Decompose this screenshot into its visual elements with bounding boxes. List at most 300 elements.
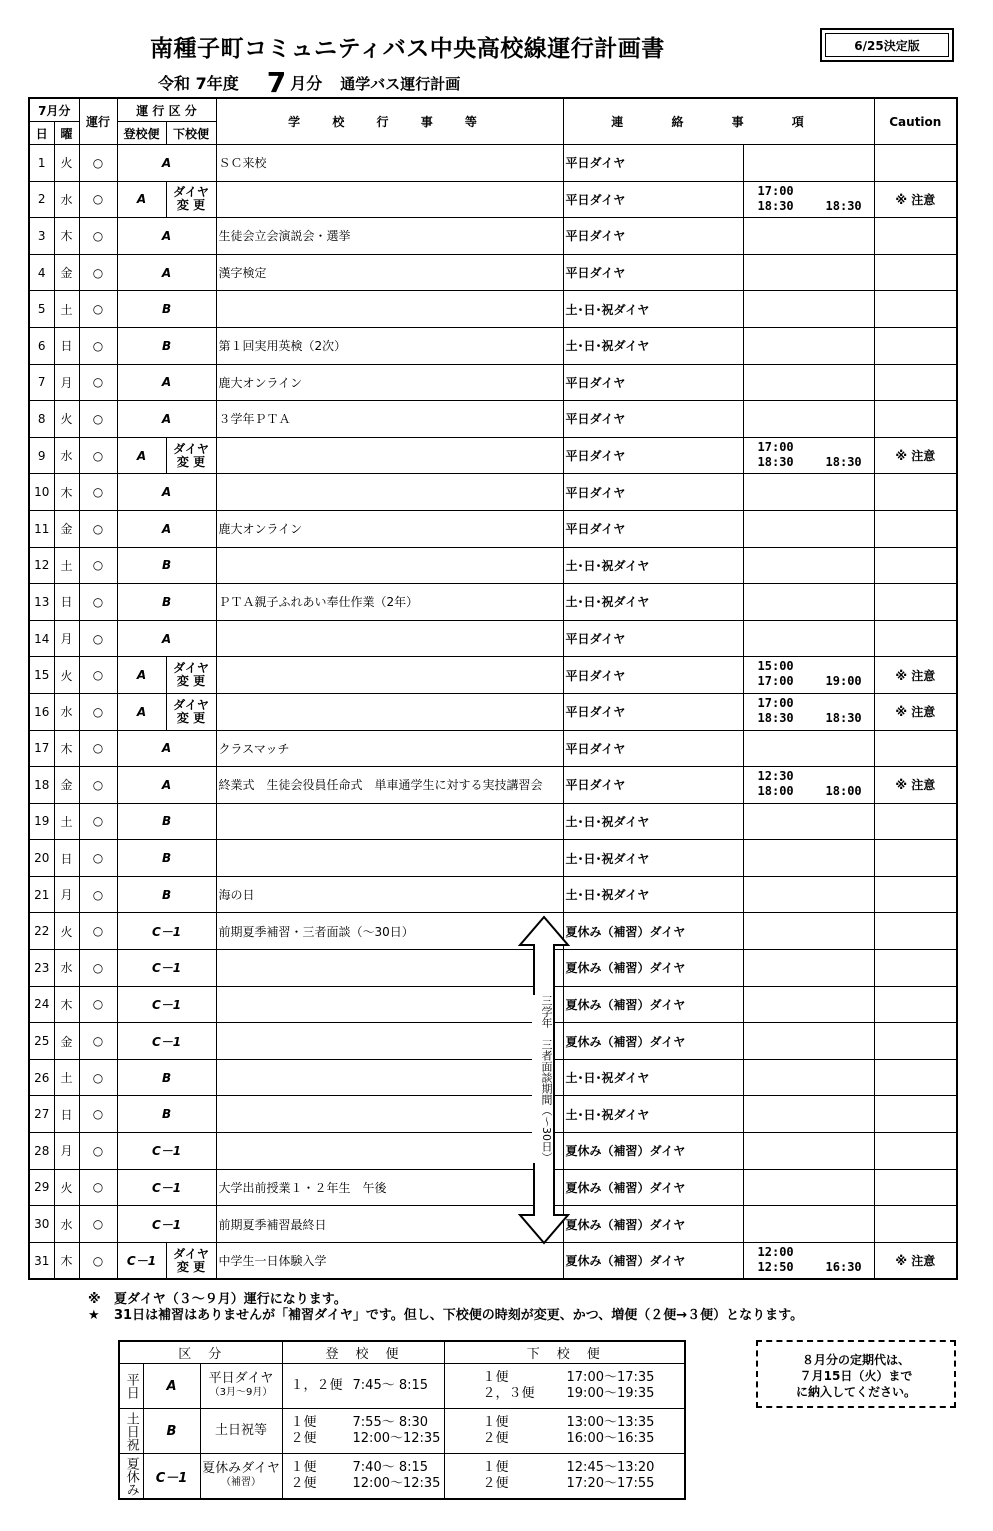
time-change-cell bbox=[743, 547, 874, 584]
weekday-cell: 土 bbox=[54, 803, 79, 840]
event-cell bbox=[216, 986, 563, 1023]
operation-cell: ○ bbox=[79, 181, 117, 218]
caution-cell bbox=[874, 913, 957, 950]
day-cell: 10 bbox=[29, 474, 54, 511]
event-cell bbox=[216, 1096, 563, 1133]
day-cell: 8 bbox=[29, 401, 54, 438]
category-cell: C－1 bbox=[117, 1242, 166, 1279]
category-cell: B bbox=[117, 876, 216, 913]
caution-cell bbox=[874, 876, 957, 913]
plan-label: 通学バス運行計画 bbox=[340, 75, 461, 93]
operation-cell: ○ bbox=[79, 803, 117, 840]
category-cell: A bbox=[117, 437, 166, 474]
diagram-cell: 土･日･祝ダイヤ bbox=[563, 1096, 743, 1133]
legend-name: 土日祝等 bbox=[200, 1409, 282, 1454]
note-1: ※ 夏ダイヤ（３～９月）運行になります。 bbox=[88, 1292, 347, 1307]
day-cell: 7 bbox=[29, 364, 54, 401]
caution-cell bbox=[874, 510, 957, 547]
day-cell: 12 bbox=[29, 547, 54, 584]
time-change-cell bbox=[743, 1206, 874, 1243]
operation-cell: ○ bbox=[79, 767, 117, 804]
day-cell: 26 bbox=[29, 1059, 54, 1096]
table-row bbox=[29, 840, 957, 877]
time-change-cell: 17:00 18:30 18:30 bbox=[743, 437, 874, 474]
table-row bbox=[29, 767, 957, 804]
event-cell: 漢字検定 bbox=[216, 254, 563, 291]
event-cell: 終業式 生徒会役員任命式 単車通学生に対する実技講習会 bbox=[216, 767, 563, 804]
table-row bbox=[29, 1242, 957, 1279]
day-cell: 30 bbox=[29, 1206, 54, 1243]
diagram-cell: 夏休み（補習）ダイヤ bbox=[563, 950, 743, 987]
header-weekday: 曜 bbox=[54, 122, 79, 145]
time-change-cell bbox=[743, 364, 874, 401]
time-change-cell bbox=[743, 986, 874, 1023]
month-suffix: 月分 bbox=[290, 74, 323, 93]
legend-row bbox=[119, 1454, 685, 1500]
diagram-change-cell: ダイヤ 変 更 bbox=[166, 657, 216, 694]
operation-cell: ○ bbox=[79, 547, 117, 584]
caution-cell bbox=[874, 803, 957, 840]
table-row bbox=[29, 291, 957, 328]
event-cell bbox=[216, 620, 563, 657]
operation-cell: ○ bbox=[79, 1133, 117, 1170]
caution-cell bbox=[874, 1023, 957, 1060]
caution-cell bbox=[874, 254, 957, 291]
category-cell: B bbox=[117, 840, 216, 877]
pass-notice-line: に納入してください。 bbox=[795, 1385, 916, 1399]
category-cell: A bbox=[117, 693, 166, 730]
caution-cell: ※ 注意 bbox=[874, 767, 957, 804]
weekday-cell: 月 bbox=[54, 364, 79, 401]
caution-cell bbox=[874, 547, 957, 584]
header-contact: 連 絡 事 項 bbox=[563, 98, 874, 145]
weekday-cell: 月 bbox=[54, 876, 79, 913]
legend-to-times: １便 7:40～ 8:15 ２便 12:00～12:35 bbox=[282, 1454, 444, 1500]
table-row bbox=[29, 1096, 957, 1133]
time-change-cell: 17:00 18:30 18:30 bbox=[743, 693, 874, 730]
event-cell bbox=[216, 291, 563, 328]
operation-cell: ○ bbox=[79, 840, 117, 877]
schedule-rows bbox=[29, 145, 957, 1280]
table-row bbox=[29, 730, 957, 767]
category-cell: A bbox=[117, 620, 216, 657]
category-cell: B bbox=[117, 1059, 216, 1096]
diagram-cell: 土･日･祝ダイヤ bbox=[563, 327, 743, 364]
diagram-cell: 平日ダイヤ bbox=[563, 730, 743, 767]
event-cell bbox=[216, 181, 563, 218]
table-row bbox=[29, 547, 957, 584]
diagram-cell: 土･日･祝ダイヤ bbox=[563, 876, 743, 913]
table-row bbox=[29, 510, 957, 547]
time-change-cell: 12:30 18:00 18:00 bbox=[743, 767, 874, 804]
operation-cell: ○ bbox=[79, 254, 117, 291]
diagram-change-cell: ダイヤ 変 更 bbox=[166, 181, 216, 218]
table-row bbox=[29, 1169, 957, 1206]
diagram-cell: 平日ダイヤ bbox=[563, 437, 743, 474]
category-cell: B bbox=[117, 584, 216, 621]
weekday-cell: 金 bbox=[54, 767, 79, 804]
operation-cell: ○ bbox=[79, 291, 117, 328]
table-row bbox=[29, 803, 957, 840]
event-cell: 前期夏季補習・三者面談（～30日） bbox=[216, 913, 563, 950]
time-change-cell: 17:00 18:30 18:30 bbox=[743, 181, 874, 218]
category-cell: A bbox=[117, 767, 216, 804]
category-cell: C－1 bbox=[117, 986, 216, 1023]
category-cell: A bbox=[117, 254, 216, 291]
operation-cell: ○ bbox=[79, 876, 117, 913]
category-cell: B bbox=[117, 547, 216, 584]
time-change-cell bbox=[743, 950, 874, 987]
weekday-cell: 金 bbox=[54, 510, 79, 547]
day-cell: 5 bbox=[29, 291, 54, 328]
caution-cell bbox=[874, 218, 957, 255]
legend-code: A bbox=[143, 1364, 200, 1409]
operation-cell: ○ bbox=[79, 364, 117, 401]
pass-notice-line: ８月分の定期代は、 bbox=[801, 1353, 910, 1367]
weekday-cell: 水 bbox=[54, 1206, 79, 1243]
diagram-cell: 夏休み（補習）ダイヤ bbox=[563, 1023, 743, 1060]
diagram-change-cell: ダイヤ 変 更 bbox=[166, 693, 216, 730]
category-cell: A bbox=[117, 474, 216, 511]
operation-cell: ○ bbox=[79, 510, 117, 547]
table-row bbox=[29, 620, 957, 657]
table-row bbox=[29, 1206, 957, 1243]
legend-name: 平日ダイヤ （3月～9月） bbox=[200, 1364, 282, 1409]
caution-cell bbox=[874, 1206, 957, 1243]
event-cell bbox=[216, 803, 563, 840]
schedule-table bbox=[28, 97, 958, 1280]
category-cell: A bbox=[117, 401, 216, 438]
event-cell: 鹿大オンライン bbox=[216, 510, 563, 547]
event-cell bbox=[216, 840, 563, 877]
weekday-cell: 土 bbox=[54, 1059, 79, 1096]
category-cell: A bbox=[117, 657, 166, 694]
event-cell bbox=[216, 657, 563, 694]
time-change-cell bbox=[743, 254, 874, 291]
event-cell: ３学年ＰＴＡ bbox=[216, 401, 563, 438]
day-cell: 22 bbox=[29, 913, 54, 950]
legend-group: 夏休み bbox=[119, 1454, 143, 1500]
day-cell: 1 bbox=[29, 145, 54, 182]
event-cell bbox=[216, 474, 563, 511]
operation-cell: ○ bbox=[79, 584, 117, 621]
table-row bbox=[29, 913, 957, 950]
day-cell: 2 bbox=[29, 181, 54, 218]
caution-cell bbox=[874, 584, 957, 621]
header-caution: Caution bbox=[874, 98, 957, 145]
weekday-cell: 木 bbox=[54, 730, 79, 767]
weekday-cell: 火 bbox=[54, 657, 79, 694]
interview-period-label: 三学年 三者面談期間（～30日） bbox=[532, 995, 552, 1163]
document-title: 南種子町コミュニティバス中央高校線運行計画書 bbox=[150, 36, 665, 62]
operation-cell: ○ bbox=[79, 1169, 117, 1206]
time-change-cell bbox=[743, 1169, 874, 1206]
caution-cell bbox=[874, 1096, 957, 1133]
legend-group: 平日 bbox=[119, 1364, 143, 1409]
header-month: 7月分 bbox=[29, 98, 79, 122]
event-cell: クラスマッチ bbox=[216, 730, 563, 767]
legend-from-times: １便 12:45～13:20 ２便 17:20～17:55 bbox=[444, 1454, 685, 1500]
day-cell: 31 bbox=[29, 1242, 54, 1279]
legend-code: B bbox=[143, 1409, 200, 1454]
day-cell: 28 bbox=[29, 1133, 54, 1170]
diagram-cell: 土･日･祝ダイヤ bbox=[563, 584, 743, 621]
time-change-cell bbox=[743, 401, 874, 438]
time-change-cell bbox=[743, 291, 874, 328]
category-cell: A bbox=[117, 145, 216, 182]
weekday-cell: 日 bbox=[54, 1096, 79, 1133]
diagram-change-cell: ダイヤ 変 更 bbox=[166, 1242, 216, 1279]
operation-cell: ○ bbox=[79, 1059, 117, 1096]
table-row bbox=[29, 584, 957, 621]
table-row bbox=[29, 401, 957, 438]
table-row bbox=[29, 1023, 957, 1060]
table-row bbox=[29, 950, 957, 987]
caution-cell bbox=[874, 327, 957, 364]
weekday-cell: 日 bbox=[54, 840, 79, 877]
event-cell bbox=[216, 547, 563, 584]
operation-cell: ○ bbox=[79, 620, 117, 657]
operation-cell: ○ bbox=[79, 474, 117, 511]
diagram-change-cell: ダイヤ 変 更 bbox=[166, 437, 216, 474]
diagram-cell: 平日ダイヤ bbox=[563, 181, 743, 218]
time-change-cell bbox=[743, 584, 874, 621]
day-cell: 11 bbox=[29, 510, 54, 547]
diagram-cell: 土･日･祝ダイヤ bbox=[563, 803, 743, 840]
diagram-cell: 平日ダイヤ bbox=[563, 620, 743, 657]
diagram-cell: 平日ダイヤ bbox=[563, 401, 743, 438]
operation-cell: ○ bbox=[79, 1206, 117, 1243]
diagram-cell: 平日ダイヤ bbox=[563, 145, 743, 182]
time-change-cell bbox=[743, 803, 874, 840]
event-cell bbox=[216, 1133, 563, 1170]
category-cell: A bbox=[117, 218, 216, 255]
caution-cell bbox=[874, 620, 957, 657]
legend-to-times: １，２便 7:45～ 8:15 bbox=[282, 1364, 444, 1409]
day-cell: 4 bbox=[29, 254, 54, 291]
event-cell: 鹿大オンライン bbox=[216, 364, 563, 401]
table-row bbox=[29, 986, 957, 1023]
header-to-school: 登校便 bbox=[117, 122, 166, 145]
event-cell: ＳＣ来校 bbox=[216, 145, 563, 182]
table-row bbox=[29, 181, 957, 218]
diagram-cell: 平日ダイヤ bbox=[563, 693, 743, 730]
weekday-cell: 水 bbox=[54, 950, 79, 987]
legend-row bbox=[119, 1409, 685, 1454]
category-cell: B bbox=[117, 327, 216, 364]
era-year: 令和 7年度 bbox=[158, 74, 239, 93]
day-cell: 20 bbox=[29, 840, 54, 877]
legend-name: 夏休みダイヤ （補習） bbox=[200, 1454, 282, 1500]
legend-from-times: １便 17:00～17:35 ２，３便 19:00～19:35 bbox=[444, 1364, 685, 1409]
weekday-cell: 日 bbox=[54, 584, 79, 621]
legend-row bbox=[119, 1364, 685, 1409]
time-change-cell: 12:00 12:50 16:30 bbox=[743, 1242, 874, 1279]
category-cell: C－1 bbox=[117, 1023, 216, 1060]
time-change-cell bbox=[743, 913, 874, 950]
day-cell: 16 bbox=[29, 693, 54, 730]
diagram-cell: 土･日･祝ダイヤ bbox=[563, 547, 743, 584]
caution-cell bbox=[874, 145, 957, 182]
day-cell: 27 bbox=[29, 1096, 54, 1133]
weekday-cell: 火 bbox=[54, 913, 79, 950]
operation-cell: ○ bbox=[79, 218, 117, 255]
diagram-cell: 土･日･祝ダイヤ bbox=[563, 1059, 743, 1096]
table-row bbox=[29, 437, 957, 474]
event-cell bbox=[216, 950, 563, 987]
category-cell: B bbox=[117, 803, 216, 840]
caution-cell bbox=[874, 291, 957, 328]
legend-from-times: １便 13:00～13:35 ２便 16:00～16:35 bbox=[444, 1409, 685, 1454]
operation-cell: ○ bbox=[79, 145, 117, 182]
day-cell: 9 bbox=[29, 437, 54, 474]
caution-cell: ※ 注意 bbox=[874, 693, 957, 730]
time-change-cell bbox=[743, 1023, 874, 1060]
caution-cell: ※ 注意 bbox=[874, 181, 957, 218]
operation-cell: ○ bbox=[79, 657, 117, 694]
diagram-cell: 夏休み（補習）ダイヤ bbox=[563, 986, 743, 1023]
version-badge: 6/25決定版 bbox=[820, 28, 954, 62]
diagram-cell: 平日ダイヤ bbox=[563, 510, 743, 547]
time-change-cell bbox=[743, 1133, 874, 1170]
weekday-cell: 木 bbox=[54, 218, 79, 255]
weekday-cell: 火 bbox=[54, 1169, 79, 1206]
diagram-cell: 土･日･祝ダイヤ bbox=[563, 291, 743, 328]
event-cell bbox=[216, 1023, 563, 1060]
weekday-cell: 水 bbox=[54, 181, 79, 218]
category-cell: A bbox=[117, 181, 166, 218]
weekday-cell: 水 bbox=[54, 437, 79, 474]
day-cell: 3 bbox=[29, 218, 54, 255]
operation-cell: ○ bbox=[79, 986, 117, 1023]
pass-notice-line: ７月15日（火）まで bbox=[799, 1369, 913, 1383]
notes bbox=[88, 1292, 803, 1324]
operation-cell: ○ bbox=[79, 327, 117, 364]
category-cell: B bbox=[117, 1096, 216, 1133]
time-change-cell bbox=[743, 620, 874, 657]
day-cell: 18 bbox=[29, 767, 54, 804]
legend-code: C－1 bbox=[143, 1454, 200, 1500]
diagram-cell: 平日ダイヤ bbox=[563, 218, 743, 255]
day-cell: 14 bbox=[29, 620, 54, 657]
operation-cell: ○ bbox=[79, 730, 117, 767]
category-cell: C－1 bbox=[117, 913, 216, 950]
diagram-cell: 夏休み（補習）ダイヤ bbox=[563, 1242, 743, 1279]
table-row bbox=[29, 364, 957, 401]
table-row bbox=[29, 657, 957, 694]
day-cell: 17 bbox=[29, 730, 54, 767]
category-cell: B bbox=[117, 291, 216, 328]
time-change-cell bbox=[743, 1096, 874, 1133]
event-cell: 中学生一日体験入学 bbox=[216, 1242, 563, 1279]
diagram-cell: 平日ダイヤ bbox=[563, 474, 743, 511]
pass-notice-box bbox=[756, 1340, 956, 1408]
time-change-cell bbox=[743, 510, 874, 547]
category-cell: C－1 bbox=[117, 1206, 216, 1243]
event-cell bbox=[216, 437, 563, 474]
diagram-cell: 平日ダイヤ bbox=[563, 254, 743, 291]
day-cell: 25 bbox=[29, 1023, 54, 1060]
event-cell: 第１回実用英検（2次） bbox=[216, 327, 563, 364]
weekday-cell: 金 bbox=[54, 1023, 79, 1060]
caution-cell bbox=[874, 950, 957, 987]
operation-cell: ○ bbox=[79, 913, 117, 950]
weekday-cell: 水 bbox=[54, 693, 79, 730]
day-cell: 6 bbox=[29, 327, 54, 364]
event-cell: 大学出前授業１・２年生 午後 bbox=[216, 1169, 563, 1206]
event-cell: ＰＴＡ親子ふれあい奉仕作業（2年） bbox=[216, 584, 563, 621]
diagram-cell: 夏休み（補習）ダイヤ bbox=[563, 1169, 743, 1206]
legend-to-times: １便 7:55～ 8:30 ２便 12:00～12:35 bbox=[282, 1409, 444, 1454]
operation-cell: ○ bbox=[79, 693, 117, 730]
table-row bbox=[29, 145, 957, 182]
diagram-cell: 夏休み（補習）ダイヤ bbox=[563, 1206, 743, 1243]
weekday-cell: 木 bbox=[54, 986, 79, 1023]
diagram-cell: 夏休み（補習）ダイヤ bbox=[563, 913, 743, 950]
header-from-school: 下校便 bbox=[166, 122, 216, 145]
time-change-cell bbox=[743, 840, 874, 877]
day-cell: 13 bbox=[29, 584, 54, 621]
time-change-cell: 15:00 17:00 19:00 bbox=[743, 657, 874, 694]
legend-header-to: 登 校 便 bbox=[282, 1341, 444, 1364]
caution-cell bbox=[874, 1169, 957, 1206]
category-cell: A bbox=[117, 730, 216, 767]
diagram-cell: 平日ダイヤ bbox=[563, 767, 743, 804]
legend-table bbox=[118, 1340, 686, 1500]
category-cell: C－1 bbox=[117, 950, 216, 987]
category-cell: A bbox=[117, 364, 216, 401]
header-events: 学 校 行 事 等 bbox=[216, 98, 563, 145]
subtitle bbox=[158, 66, 460, 99]
weekday-cell: 月 bbox=[54, 1133, 79, 1170]
day-cell: 23 bbox=[29, 950, 54, 987]
header-category: 運 行 区 分 bbox=[117, 98, 216, 122]
category-cell: C－1 bbox=[117, 1133, 216, 1170]
caution-cell bbox=[874, 1059, 957, 1096]
time-change-cell bbox=[743, 876, 874, 913]
time-change-cell bbox=[743, 474, 874, 511]
operation-cell: ○ bbox=[79, 1242, 117, 1279]
diagram-cell: 夏休み（補習）ダイヤ bbox=[563, 1133, 743, 1170]
time-change-cell bbox=[743, 327, 874, 364]
header-operation: 運行 bbox=[79, 98, 117, 145]
weekday-cell: 火 bbox=[54, 145, 79, 182]
caution-cell bbox=[874, 474, 957, 511]
day-cell: 29 bbox=[29, 1169, 54, 1206]
legend-rows bbox=[119, 1364, 685, 1500]
weekday-cell: 土 bbox=[54, 291, 79, 328]
weekday-cell: 日 bbox=[54, 327, 79, 364]
month-number: 7 bbox=[266, 66, 287, 99]
day-cell: 19 bbox=[29, 803, 54, 840]
day-cell: 21 bbox=[29, 876, 54, 913]
table-row bbox=[29, 876, 957, 913]
diagram-cell: 平日ダイヤ bbox=[563, 364, 743, 401]
event-cell: 生徒会立会演説会・選挙 bbox=[216, 218, 563, 255]
category-cell: C－1 bbox=[117, 1169, 216, 1206]
caution-cell: ※ 注意 bbox=[874, 657, 957, 694]
event-cell: 前期夏季補習最終日 bbox=[216, 1206, 563, 1243]
operation-cell: ○ bbox=[79, 437, 117, 474]
table-row bbox=[29, 218, 957, 255]
event-cell: 海の日 bbox=[216, 876, 563, 913]
caution-cell bbox=[874, 840, 957, 877]
legend-group: 土日祝 bbox=[119, 1409, 143, 1454]
weekday-cell: 木 bbox=[54, 474, 79, 511]
event-cell bbox=[216, 1059, 563, 1096]
day-cell: 15 bbox=[29, 657, 54, 694]
caution-cell: ※ 注意 bbox=[874, 437, 957, 474]
